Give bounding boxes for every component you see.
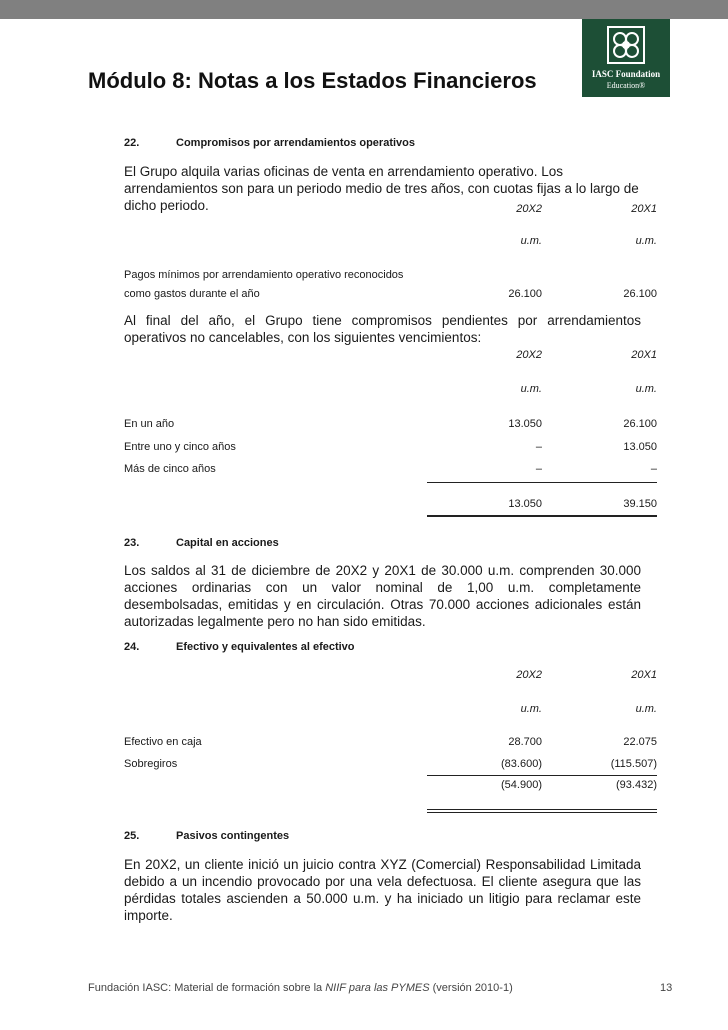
table-total-row [124,779,657,793]
section-23-title: Capital en acciones [176,537,279,549]
row-value-1: (83.600) [501,758,542,770]
row-label: En un año [124,418,175,430]
section-22-paragraph: El Grupo alquila varias oficinas de venta en arrendamiento operativo. Los arrendamientos son para un periodo medio de tres años, con cuotas fijas a lo largo de dicho periodo. [124,164,639,213]
col-year-1: 20X2 [516,669,542,681]
row-value-1: 28.700 [508,736,542,748]
table-total-row [124,498,657,512]
col-year-2: 20X1 [631,349,657,361]
col-year-2: 20X1 [631,669,657,681]
table-header-years [124,349,657,363]
table-row [124,418,657,432]
table-header-units [124,703,657,717]
table-row [124,288,657,302]
table-row [124,269,657,283]
table-header-units [124,383,657,397]
row-value-2: – [650,463,657,475]
total-value-1: (54.900) [501,779,542,791]
col-unit-2: u.m. [635,703,657,715]
row-label: Más de cinco años [124,463,216,475]
row-value-2: 26.100 [623,288,657,300]
footer-italic: NIIF para las PYMES [325,982,430,994]
col-unit-1: u.m. [520,235,542,247]
section-25-title: Pasivos contingentes [176,830,290,842]
page-title: Módulo 8: Notas a los Estados Financieros [88,68,537,93]
section-22-title: Compromisos por arrendamientos operativos [176,137,415,149]
section-22-paragraph-2: Al final del año, el Grupo tiene compromisos pendientes por arrendamientos operativos no cancelables, con los siguientes vencimientos: [124,313,641,345]
col-unit-1: u.m. [520,703,542,715]
iasc-logo [582,19,670,97]
table-row [124,758,657,772]
page-number: 13 [660,982,673,994]
row-value-1: 26.100 [508,288,542,300]
row-value-1: 13.050 [508,418,542,430]
table-row [124,441,657,455]
row-value-2: 13.050 [623,441,657,453]
section-23-paragraph: Los saldos al 31 de diciembre de 20X2 y 20X1 de 30.000 u.m. comprenden 30.000 acciones ordinarias con un valor nominal de 1,00 u.m. completamente desembolsadas, emitidas y en circulación. Otras 70.000 acciones adicionales están autorizadas legalmente pero no han sido emitidas. [124,563,641,629]
row-value-2: (115.507) [610,758,657,770]
logo-line-2: Education® [606,81,646,90]
row-value-1: – [535,441,542,453]
footer [88,982,513,994]
table-header-units [124,235,657,249]
col-unit-2: u.m. [635,235,657,247]
col-year-1: 20X2 [516,203,542,215]
row-value-2: 26.100 [623,418,657,430]
section-24-number: 24. [124,641,140,653]
section-22-number: 22. [124,137,140,149]
table-header-years [124,669,657,683]
iasc-emblem-icon [606,25,646,65]
col-year-1: 20X2 [516,349,542,361]
total-rule [427,515,657,517]
table-header-years [124,203,657,217]
section-23-number: 23. [124,537,140,549]
subtotal-rule [427,775,657,776]
row-label: Efectivo en caja [124,736,202,748]
section-25-paragraph: En 20X2, un cliente inició un juicio contra XYZ (Comercial) Responsabilidad Limitada debido a un incendio provocado por una vela defectuosa. El cliente asegura que las pérdidas totales ascienden a 50.000 u.m. y ha iniciado un litigio para reclamar este importe. [124,857,641,923]
section-24-title: Efectivo y equivalentes al efectivo [176,641,355,653]
row-value-2: 22.075 [623,736,657,748]
row-value-1: – [535,463,542,475]
total-value-2: 39.150 [623,498,657,510]
section-25-number: 25. [124,830,140,842]
top-bar [0,0,728,19]
col-year-2: 20X1 [631,203,657,215]
logo-line-1: IASC Foundation [591,69,661,79]
col-unit-2: u.m. [635,383,657,395]
footer-suffix: (versión 2010-1) [429,982,513,994]
total-double-rule [427,809,657,813]
subtotal-rule [427,482,657,483]
col-unit-1: u.m. [520,383,542,395]
total-value-2: (93.432) [616,779,657,791]
row-label: como gastos durante el año [124,288,260,300]
row-label: Pagos mínimos por arrendamiento operativo reconocidos [124,269,404,281]
row-label: Sobregiros [124,758,178,770]
row-label: Entre uno y cinco años [124,441,236,453]
table-row [124,736,657,750]
table-row [124,463,657,477]
footer-prefix: Fundación IASC: Material de formación sobre la [88,982,326,994]
total-value-1: 13.050 [508,498,542,510]
